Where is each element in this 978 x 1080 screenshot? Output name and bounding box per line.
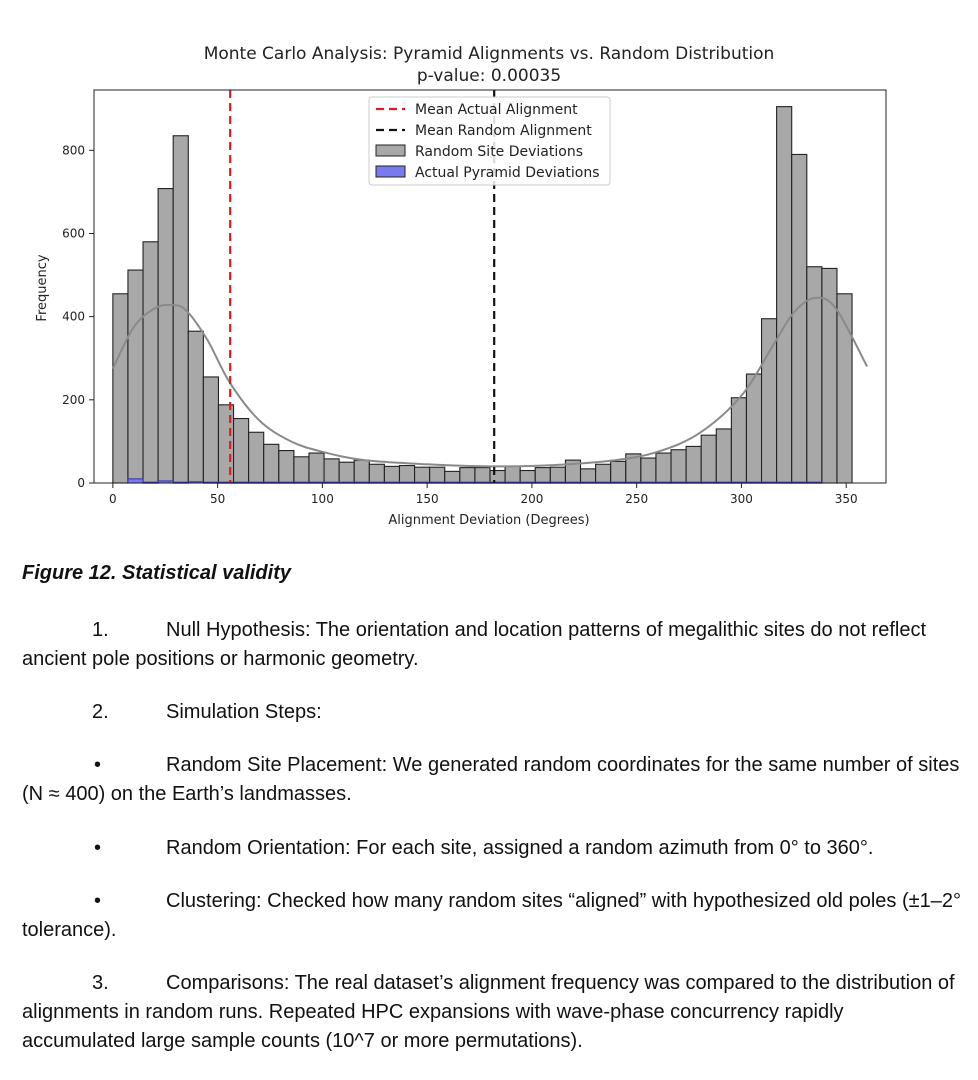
legend-label: Random Site Deviations xyxy=(415,144,583,160)
random-bar xyxy=(777,107,792,483)
random-bar xyxy=(415,467,430,483)
random-bar xyxy=(203,377,218,483)
list-number: 2. xyxy=(92,701,109,723)
random-bar xyxy=(264,444,279,483)
paragraph-text: Null Hypothesis: The orientation and location patterns of megalithic sites do not reflect ancient pole positions or harmonic geometry. xyxy=(22,619,927,670)
random-bar xyxy=(158,189,173,483)
random-bar xyxy=(581,469,596,483)
random-bar xyxy=(430,467,445,483)
chart-title: Monte Carlo Analysis: Pyramid Alignments vs. Random Distribution xyxy=(203,44,775,64)
paragraph-comparisons xyxy=(22,969,962,1056)
random-bar xyxy=(611,461,626,483)
random-bar xyxy=(596,464,611,483)
bullet-marker: • xyxy=(94,890,102,912)
x-tick-label: 250 xyxy=(625,492,649,506)
y-tick-label: 0 xyxy=(77,476,85,490)
random-bar xyxy=(339,462,354,483)
legend-swatch-patch xyxy=(376,145,405,156)
random-bar xyxy=(384,466,399,483)
random-bar xyxy=(234,419,249,483)
random-bar xyxy=(520,471,535,483)
x-tick-label: 0 xyxy=(109,492,117,506)
random-bar xyxy=(324,459,339,483)
random-bar xyxy=(369,464,384,483)
x-tick-label: 150 xyxy=(415,492,439,506)
x-tick-label: 300 xyxy=(729,492,753,506)
legend-label: Mean Random Alignment xyxy=(415,123,592,139)
bullet-clustering xyxy=(22,887,962,945)
x-tick-label: 200 xyxy=(520,492,544,506)
random-bar xyxy=(128,270,143,483)
x-tick-label: 350 xyxy=(834,492,858,506)
random-bar xyxy=(490,471,505,483)
paragraph-null-hypothesis xyxy=(22,616,962,674)
bullet-random-site-placement xyxy=(22,751,962,809)
bullet-text: Random Orientation: For each site, assigned a random azimuth from 0° to 360°. xyxy=(166,837,874,859)
random-bar xyxy=(113,294,128,483)
y-tick-label: 200 xyxy=(62,392,85,407)
random-bar xyxy=(445,471,460,483)
figure-caption: Figure 12. Statistical validity xyxy=(22,562,291,584)
bullet-marker: • xyxy=(94,837,102,859)
random-bar xyxy=(686,446,701,483)
x-axis-label: Alignment Deviation (Degrees) xyxy=(388,513,590,528)
list-number: 1. xyxy=(92,619,109,641)
chart-legend xyxy=(369,97,610,185)
random-bar xyxy=(731,398,746,483)
random-bar xyxy=(550,467,565,483)
legend-swatch-patch xyxy=(376,166,405,177)
y-tick-label: 600 xyxy=(62,226,85,241)
y-axis-label: Frequency xyxy=(35,254,50,322)
actual-bar xyxy=(128,479,143,483)
random-bar xyxy=(279,451,294,483)
y-tick-label: 800 xyxy=(62,143,85,158)
random-bar xyxy=(505,466,520,483)
paragraph-simulation-steps xyxy=(22,698,962,727)
random-bar xyxy=(399,466,414,483)
random-bar xyxy=(249,432,264,483)
random-bar xyxy=(309,453,324,483)
plot-area xyxy=(62,90,886,506)
random-bar xyxy=(354,460,369,483)
random-bar xyxy=(716,429,731,483)
list-number: 3. xyxy=(92,972,109,994)
bullet-marker: • xyxy=(94,754,102,776)
random-bar xyxy=(294,457,309,483)
paragraph-text: Comparisons: The real dataset’s alignment frequency was compared to the distribution of alignments in random runs. Repeated HPC expansions with wave-phase concurrency rapidly accumulated large sample counts (10^7 or more permutations). xyxy=(22,972,955,1052)
bullet-text: Clustering: Checked how many random sites “aligned” with hypothesized old poles (±1–2° tolerance). xyxy=(22,890,961,941)
random-bar xyxy=(475,468,490,483)
bullet-random-orientation xyxy=(22,834,962,863)
chart-subtitle: p-value: 0.00035 xyxy=(416,66,562,86)
paragraph-text: Simulation Steps: xyxy=(166,701,322,723)
random-bar xyxy=(535,468,550,483)
y-tick-label: 400 xyxy=(62,309,85,324)
random-bar xyxy=(188,331,203,483)
x-tick-label: 50 xyxy=(209,492,226,506)
legend-label: Actual Pyramid Deviations xyxy=(415,165,600,181)
random-bar xyxy=(460,468,475,483)
x-tick-label: 100 xyxy=(310,492,334,506)
random-bar xyxy=(143,242,158,483)
random-bar xyxy=(746,374,761,483)
random-bar xyxy=(701,435,716,483)
bullet-text: Random Site Placement: We generated random coordinates for the same number of sites (N ≈ 400) on the Earth’s landmasses. xyxy=(22,754,960,805)
random-bar xyxy=(792,154,807,483)
legend-label: Mean Actual Alignment xyxy=(415,102,578,118)
random-bar xyxy=(641,458,656,483)
random-bar xyxy=(656,453,671,483)
random-bar xyxy=(671,450,686,483)
